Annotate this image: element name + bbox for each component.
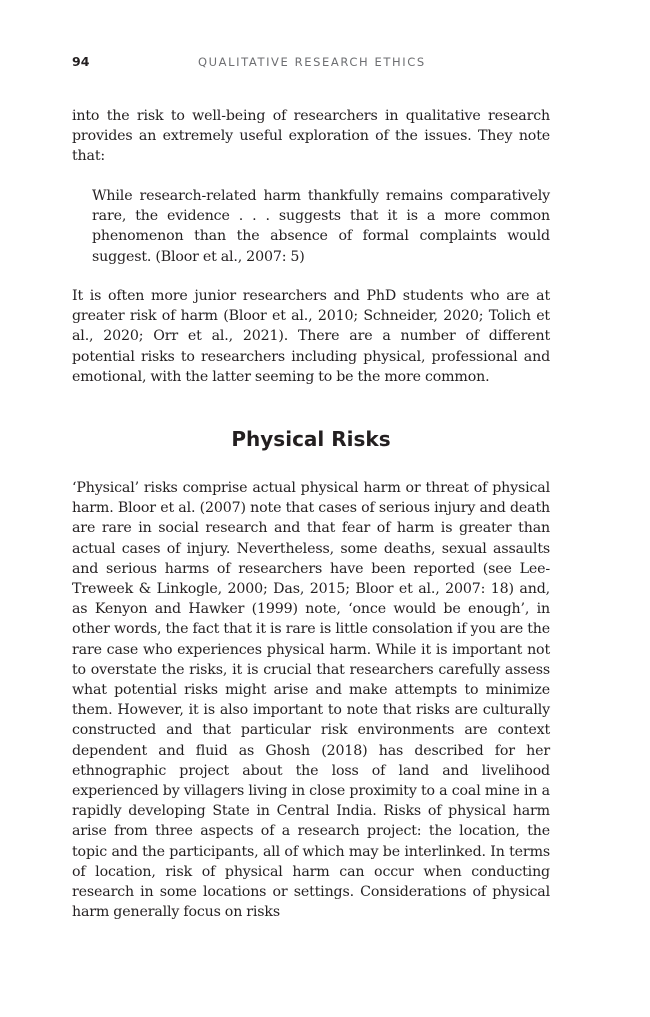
running-head: [72, 54, 552, 72]
section-heading: Physical Risks: [231, 427, 391, 451]
paragraph-intro: into the risk to well-being of researchers in qualitative research provides an extremely useful exploration of the issues. They note that:: [72, 108, 550, 165]
paragraph-physical-risks: ‘Physical’ risks comprise actual physical harm or threat of physical harm. Bloor et al. (2007) note that cases of serious injury and death are rare in social research and that fear of harm is greater than actual cases of injury. Nevertheless, some deaths, sexual assaults and serious harms of researchers have been reported (see Lee-Treweek & Linkogle, 2000; Das, 2015; Bloor et al., 2007: 18) and, as Kenyon and Hawker (1999) note, ‘once would be enough’, in other words, the fact that it is rare is little consolation if you are the rare case who experiences physical harm. While it is important not to overstate the risks, it is crucial that researchers carefully assess what potential risks might arise and make attempts to minimize them. However, it is also important to note that risks are culturally constructed and that particular risk environments are context dependent and fluid as Ghosh (2018) has described for her ethnographic project about the loss of land and livelihood experienced by villagers living in close proximity to a coal mine in a rapidly developing State in Central India. Risks of physical harm arise from three aspects of a research project: the location, the topic and the participants, all of which may be interlinked. In terms of location, risk of physical harm can occur when conducting research in some locations or settings. Considerations of physical harm generally focus on risks: [72, 480, 550, 921]
paragraph-junior-researchers: It is often more junior researchers and PhD students who are at greater risk of harm (Bloor et al., 2010; Schneider, 2020; Tolich et al., 2020; Orr et al., 2021). There are a number of different potential risks to researchers including physical, professional and emotional, with the latter seeming to be the more common.: [72, 288, 550, 385]
block-quote: While research-related harm thankfully remains comparatively rare, the evidence . . . suggests that it is a more common phenomenon than the absence of formal complaints would suggest. (Bloor et al., 2007: 5): [92, 188, 550, 265]
running-title: QUALITATIVE RESEARCH ETHICS: [198, 55, 426, 69]
page-number: 94: [72, 54, 90, 69]
